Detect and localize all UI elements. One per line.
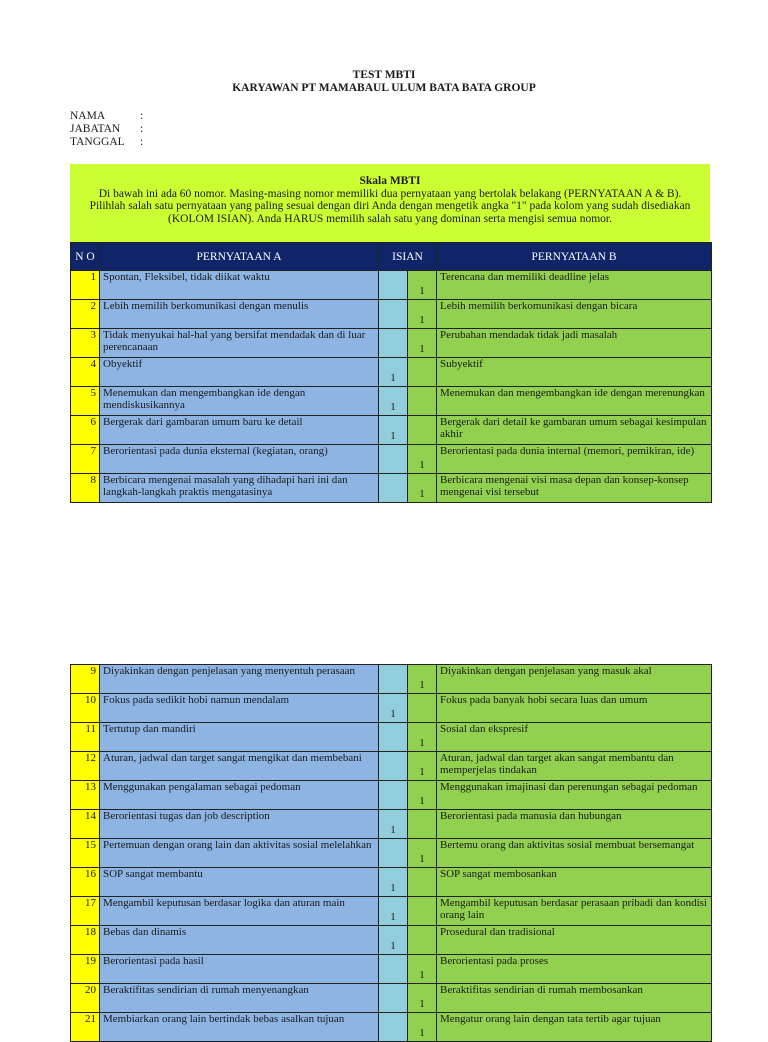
answer-a-cell[interactable]	[379, 271, 408, 300]
header-no: N O	[71, 243, 100, 271]
answer-a-value: 1	[390, 372, 396, 384]
scale-instructions	[70, 164, 710, 242]
position-label: JABATAN	[70, 123, 121, 135]
position-row	[70, 123, 143, 136]
answer-a-cell[interactable]	[379, 926, 408, 955]
table-row	[71, 474, 712, 503]
answer-b-cell[interactable]	[408, 926, 437, 955]
answer-a-cell[interactable]	[379, 868, 408, 897]
answer-b-value: 1	[419, 1027, 425, 1039]
table-row	[71, 416, 712, 445]
table-row	[71, 723, 712, 752]
answer-b-cell[interactable]	[408, 358, 437, 387]
answer-a-cell[interactable]	[379, 723, 408, 752]
answer-b-value: 1	[419, 314, 425, 326]
table-row	[71, 358, 712, 387]
answer-b-cell[interactable]	[408, 839, 437, 868]
statement-b: Menggunakan imajinasi dan perenungan sebagai pedoman	[437, 781, 712, 810]
header-statement-b: PERNYATAAN B	[437, 243, 712, 271]
answer-a-cell[interactable]	[379, 810, 408, 839]
statement-a: Berorientasi pada hasil	[100, 955, 379, 984]
answer-a-cell[interactable]	[379, 474, 408, 503]
statement-a: Obyektif	[100, 358, 379, 387]
statement-b: Perubahan mendadak tidak jadi masalah	[437, 329, 712, 358]
header-fill: ISIAN	[379, 243, 437, 271]
table-row	[71, 984, 712, 1013]
statement-b: Subyektif	[437, 358, 712, 387]
table-row	[71, 897, 712, 926]
table-header-row	[71, 243, 712, 271]
table-row	[71, 839, 712, 868]
answer-b-value: 1	[419, 998, 425, 1010]
statement-b: Mengatur orang lain dengan tata tertib agar tujuan	[437, 1013, 712, 1042]
statement-b: SOP sangat membosankan	[437, 868, 712, 897]
answer-a-value: 1	[390, 430, 396, 442]
name-label: NAMA	[70, 110, 106, 122]
row-number: 17	[71, 897, 100, 926]
date-colon: :	[140, 136, 144, 148]
answer-b-cell[interactable]	[408, 955, 437, 984]
answer-b-value: 1	[419, 766, 425, 778]
answer-b-cell[interactable]	[408, 752, 437, 781]
statement-b: Prosedural dan tradisional	[437, 926, 712, 955]
statement-b: Menemukan dan mengembangkan ide dengan merenungkan	[437, 387, 712, 416]
statement-a: Spontan, Fleksibel, tidak diikat waktu	[100, 271, 379, 300]
table-row	[71, 329, 712, 358]
statement-a: Tidak menyukai hal-hal yang bersifat mendadak dan di luar perencanaan	[100, 329, 379, 358]
answer-b-value: 1	[419, 285, 425, 297]
scale-title: Skala MBTI	[359, 175, 421, 187]
statement-b: Fokus pada banyak hobi secara luas dan umum	[437, 694, 712, 723]
table-row	[71, 1013, 712, 1042]
statement-b: Terencana dan memiliki deadline jelas	[437, 271, 712, 300]
answer-b-cell[interactable]	[408, 329, 437, 358]
doc-title: TEST MBTI	[352, 69, 416, 81]
answer-b-cell[interactable]	[408, 723, 437, 752]
answer-a-cell[interactable]	[379, 694, 408, 723]
row-number: 12	[71, 752, 100, 781]
position-colon: :	[140, 123, 144, 135]
date-label: TANGGAL	[70, 136, 125, 148]
answer-a-cell[interactable]	[379, 984, 408, 1013]
table-row	[71, 955, 712, 984]
answer-a-value: 1	[390, 882, 396, 894]
row-number: 18	[71, 926, 100, 955]
answer-b-cell[interactable]	[408, 665, 437, 694]
statement-b: Berorientasi pada dunia internal (memori, pemikiran, ide)	[437, 445, 712, 474]
statement-b: Diyakinkan dengan penjelasan yang masuk akal	[437, 665, 712, 694]
answer-b-cell[interactable]	[408, 416, 437, 445]
statement-a: Fokus pada sedikit hobi namun mendalam	[100, 694, 379, 723]
table-row	[71, 300, 712, 329]
table-row	[71, 271, 712, 300]
statement-a: Diyakinkan dengan penjelasan yang menyentuh perasaan	[100, 665, 379, 694]
answer-a-value: 1	[390, 824, 396, 836]
statement-a: Bebas dan dinamis	[100, 926, 379, 955]
answer-b-value: 1	[419, 488, 425, 500]
statement-a: Mengambil keputusan berdasar logika dan aturan main	[100, 897, 379, 926]
answer-a-cell[interactable]	[379, 839, 408, 868]
answer-b-value: 1	[419, 459, 425, 471]
answer-b-cell[interactable]	[408, 474, 437, 503]
statement-a: Menggunakan pengalaman sebagai pedoman	[100, 781, 379, 810]
answer-a-cell[interactable]	[379, 300, 408, 329]
statement-a: Lebih memilih berkomunikasi dengan menulis	[100, 300, 379, 329]
answer-b-cell[interactable]	[408, 810, 437, 839]
row-number: 10	[71, 694, 100, 723]
table-row	[71, 926, 712, 955]
name-row	[70, 110, 143, 123]
statement-a: Berorientasi pada dunia eksternal (kegiatan, orang)	[100, 445, 379, 474]
table-row	[71, 752, 712, 781]
answer-a-cell[interactable]	[379, 781, 408, 810]
answer-b-value: 1	[419, 795, 425, 807]
table-row	[71, 868, 712, 897]
answer-b-cell[interactable]	[408, 387, 437, 416]
statement-a: Membiarkan orang lain bertindak bebas asalkan tujuan	[100, 1013, 379, 1042]
row-number: 14	[71, 810, 100, 839]
row-number: 11	[71, 723, 100, 752]
table-row	[71, 781, 712, 810]
statement-b: Berorientasi pada manusia dan hubungan	[437, 810, 712, 839]
row-number: 19	[71, 955, 100, 984]
statement-b: Berorientasi pada proses	[437, 955, 712, 984]
identity-block	[70, 110, 143, 149]
statement-b: Mengambil keputusan berdasar perasaan pribadi dan kondisi orang lain	[437, 897, 712, 926]
statement-a: SOP sangat membantu	[100, 868, 379, 897]
statement-a: Tertutup dan mandiri	[100, 723, 379, 752]
statement-a: Berbicara mengenai masalah yang dihadapi hari ini dan langkah-langkah praktis mengatasinya	[100, 474, 379, 503]
answer-b-cell[interactable]	[408, 897, 437, 926]
answer-a-cell[interactable]	[379, 358, 408, 387]
answer-b-value: 1	[419, 679, 425, 691]
table-row	[71, 665, 712, 694]
answer-a-cell[interactable]	[379, 955, 408, 984]
answer-b-cell[interactable]	[408, 694, 437, 723]
answer-a-value: 1	[390, 940, 396, 952]
statement-a: Bergerak dari gambaran umum baru ke detail	[100, 416, 379, 445]
row-number: 13	[71, 781, 100, 810]
row-number: 8	[71, 474, 100, 503]
table-row	[71, 445, 712, 474]
answer-b-cell[interactable]	[408, 1013, 437, 1042]
row-number: 4	[71, 358, 100, 387]
answer-a-cell[interactable]	[379, 416, 408, 445]
row-number: 16	[71, 868, 100, 897]
answer-b-cell[interactable]	[408, 984, 437, 1013]
answer-b-cell[interactable]	[408, 781, 437, 810]
row-number: 3	[71, 329, 100, 358]
scale-description: Di bawah ini ada 60 nomor. Masing-masing nomor memiliki dua pernyataan yang bertolak belakang (PERNYATAAN A & B). Pilihlah salah satu pernyataan yang paling sesuai dengan diri Anda dengan mengetik angka "1" pada kolom yang sudah disediakan (KOLOM ISIAN). Anda HARUS memilih salah satu yang dominan serta mengisi semua nomor.	[89, 187, 691, 225]
answer-a-cell[interactable]	[379, 1013, 408, 1042]
name-colon: :	[140, 110, 144, 122]
statement-b: Bergerak dari detail ke gambaran umum sebagai kesimpulan akhir	[437, 416, 712, 445]
statement-b: Sosial dan ekspresif	[437, 723, 712, 752]
statement-a: Berorientasi tugas dan job description	[100, 810, 379, 839]
statement-a: Aturan, jadwal dan target sangat mengikat dan membebani	[100, 752, 379, 781]
questions-table-page2	[70, 664, 712, 1042]
statement-b: Berbicara mengenai visi masa depan dan konsep-konsep mengenai visi tersebut	[437, 474, 712, 503]
table-row	[71, 694, 712, 723]
answer-a-value: 1	[390, 911, 396, 923]
answer-a-value: 1	[390, 401, 396, 413]
answer-a-cell[interactable]	[379, 329, 408, 358]
row-number: 6	[71, 416, 100, 445]
statement-b: Lebih memilih berkomunikasi dengan bicara	[437, 300, 712, 329]
row-number: 1	[71, 271, 100, 300]
answer-b-cell[interactable]	[408, 445, 437, 474]
row-number: 2	[71, 300, 100, 329]
answer-a-value: 1	[390, 708, 396, 720]
answer-b-cell[interactable]	[408, 271, 437, 300]
statement-a: Beraktifitas sendirian di rumah menyenangkan	[100, 984, 379, 1013]
row-number: 21	[71, 1013, 100, 1042]
header-statement-a: PERNYATAAN A	[100, 243, 379, 271]
statement-b: Beraktifitas sendirian di rumah membosankan	[437, 984, 712, 1013]
answer-a-cell[interactable]	[379, 752, 408, 781]
answer-a-cell[interactable]	[379, 445, 408, 474]
statement-a: Menemukan dan mengembangkan ide dengan mendiskusikannya	[100, 387, 379, 416]
answer-b-value: 1	[419, 853, 425, 865]
answer-b-cell[interactable]	[408, 868, 437, 897]
answer-b-value: 1	[419, 737, 425, 749]
date-row	[70, 136, 143, 149]
answer-a-cell[interactable]	[379, 387, 408, 416]
table-row	[71, 810, 712, 839]
row-number: 5	[71, 387, 100, 416]
row-number: 20	[71, 984, 100, 1013]
statement-a: Pertemuan dengan orang lain dan aktivitas sosial melelahkan	[100, 839, 379, 868]
row-number: 7	[71, 445, 100, 474]
statement-b: Aturan, jadwal dan target akan sangat membantu dan memperjelas tindakan	[437, 752, 712, 781]
doc-subtitle: KARYAWAN PT MAMABAUL ULUM BATA BATA GROUP	[232, 82, 536, 94]
answer-b-value: 1	[419, 969, 425, 981]
row-number: 15	[71, 839, 100, 868]
answer-a-cell[interactable]	[379, 897, 408, 926]
answer-b-cell[interactable]	[408, 300, 437, 329]
table-row	[71, 387, 712, 416]
questions-table-page1	[70, 242, 712, 503]
row-number: 9	[71, 665, 100, 694]
answer-b-value: 1	[419, 343, 425, 355]
statement-b: Bertemu orang dan aktivitas sosial membuat bersemangat	[437, 839, 712, 868]
answer-a-cell[interactable]	[379, 665, 408, 694]
